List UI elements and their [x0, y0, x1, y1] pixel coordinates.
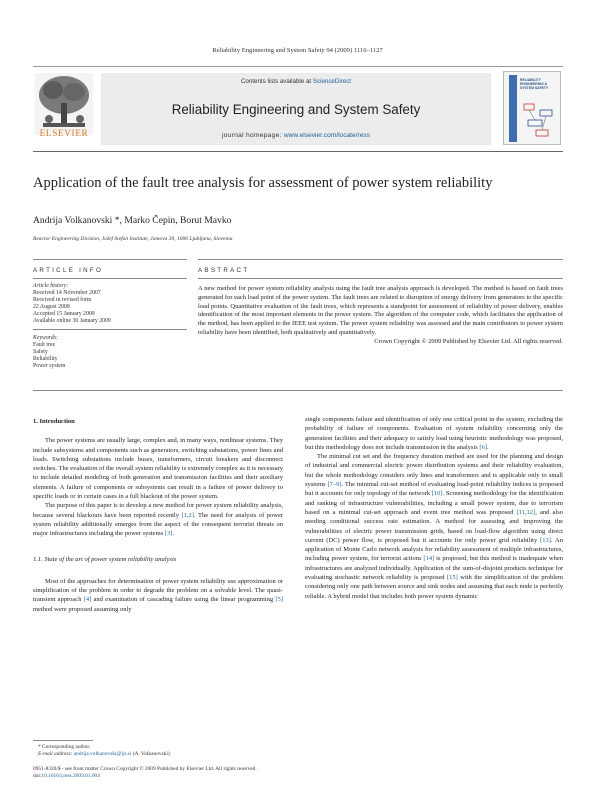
citation-link[interactable]: [4] — [83, 596, 92, 604]
journal-homepage-line: journal homepage: www.elsevier.com/locate/ress — [222, 132, 370, 139]
body-right-column — [305, 389, 563, 601]
journal-cover-thumbnail — [503, 71, 561, 145]
paragraph: The minimal cut set and the frequency duration method are used for the planning and design of industrial and commercial electric power distribution systems and their reliability evaluation, but the whole methodology considers only lines and transformers and is applicable only to small systems [7–9]. The minimal cut-set method of evaluating load-point reliability indices is proposed but it accounts for only topology of the network [10]. Screening methodology for the identification and ranking of infrastructure vulnerabilities, including a small power system, due to terrorism based on a minimal cut-set approach and event tree method was proposed [11,12], and also needing conditional success rate estimation. A method for assessing and improving the vulnerabilities of electric power transmission grids, based on load-flow algorithm using direct current (DC) power flow, is proposed but it accounts for only power grid reliability [13]. An application of Monte Carlo network analysis for reliability assessment of multiple infrastructures, including power system, for terrorist actions [14] is proposed, but this method is inadequate when infrastructures are analyzed individually. Application of the sum-of-disjoint products technique for evaluating stochastic network reliability is proposed [15] with the simplification of the problem considering only one path between source and sink nodes and assuming that each node is perfectly reliable. A hybrid model that includes both power system dynamic — [305, 453, 564, 600]
keyword: Reliability — [33, 355, 58, 362]
article-info — [33, 283, 187, 370]
article-info-heading: ARTICLE INFO — [33, 267, 104, 274]
citation-link[interactable]: [7–9] — [327, 481, 342, 489]
article-title: Application of the fault tree analysis for assessment of power system reliability — [33, 175, 493, 191]
divider — [198, 259, 563, 260]
keyword: Power system — [33, 362, 66, 369]
citation-link[interactable]: [10] — [431, 490, 443, 498]
abstract-heading: ABSTRACT — [198, 267, 250, 274]
history-item: Available online 30 January 2009 — [33, 318, 111, 325]
running-head: Reliability Engineering and System Safety 94 (2009) 1116–1127 — [212, 47, 383, 54]
citation-link[interactable]: [5] — [275, 596, 283, 604]
citation-link[interactable]: [13] — [540, 536, 551, 544]
citation-link[interactable]: [11,12] — [516, 508, 536, 516]
email-link[interactable]: andrija.volkanovski@ijs.si — [73, 751, 132, 758]
divider — [198, 278, 563, 279]
publisher-name: ELSEVIER — [39, 129, 89, 139]
section-heading: 1. Introduction — [33, 418, 75, 425]
copyright-line: Crown Copyright © 2009 Published by Elsevier Ltd. All rights reserved. — [374, 337, 563, 345]
cover-title: RELIABILITY ENGINEERING & SYSTEM SAFETY — [520, 78, 549, 90]
cover-diagram-icon — [522, 102, 558, 140]
sciencedirect-link[interactable]: ScienceDirect — [312, 78, 352, 85]
citation-link[interactable]: [1,2] — [181, 511, 194, 519]
citation-link[interactable]: [3] — [164, 530, 173, 538]
author-affiliation: Reactor Engineering Division, Jožef Stefan Institute, Jamova 39, 1000 Ljubljana, Slovenia — [33, 236, 233, 242]
divider — [33, 259, 187, 260]
email-line: E-mail address: andrija.volkanovski@ijs.si (A. Volkanovski). — [38, 751, 172, 758]
abstract — [198, 285, 563, 347]
cover-stripe — [509, 75, 517, 142]
paragraph: single components failure and identification of only one critical point in the system, excluding the probability of failure of components. Evaluation of system reliability concerning only the generation facilities and their adequacy to satisfy load using heuristic methodology was proposed, but this methodology does not include transmission in the analysis [6]. — [305, 416, 563, 451]
elsevier-tree-logo-icon — [35, 73, 93, 135]
footnote-divider — [33, 740, 93, 741]
keyword: Fault tree — [33, 341, 56, 348]
doi-link[interactable]: 10.1016/j.ress.2009.01.004 — [41, 773, 100, 780]
citation-link[interactable]: [15] — [446, 574, 458, 582]
divider — [33, 278, 187, 279]
contents-line: Contents lists available at ScienceDirect — [240, 78, 352, 85]
history-label: Article history: — [33, 283, 69, 289]
journal-masthead — [33, 66, 563, 152]
history-item: Accepted 15 January 2009 — [33, 311, 95, 318]
citation-link[interactable]: [6] — [479, 443, 487, 451]
footnotes — [38, 744, 298, 758]
doi-line: doi:10.1016/j.ress.2009.01.004 — [33, 773, 100, 780]
history-item: 22 August 2008 — [33, 304, 70, 311]
corresponding-author-note: * Corresponding author. — [38, 744, 91, 750]
paragraph: The power systems are usually large, complex and, in many ways, nonlinear systems. They include subsystems and components such as generators, switching substations, power lines and loads. Switching substations include buses, transformers, circuit breakers and disconnect switches. The evaluation of the overall system reliability is extremely complex as it is necessary to include detailed modeling of both generation and transmission facilities and their auxiliary elements. A failure of components or subsystems can result in a failure of power delivery to specific loads or in certain cases in a full blackout of the power system. — [33, 437, 283, 501]
publication-info — [33, 766, 563, 780]
keywords-label: Keywords: — [33, 334, 58, 341]
history-item: Received in revised form — [33, 297, 92, 304]
journal-homepage-link[interactable]: www.elsevier.com/locate/ress — [283, 132, 370, 139]
abstract-text: A new method for power system reliability analysis using the fault tree analysis approach is developed. The method is based on fault trees generated for each load point of the power system. The fault trees are related to disruption of energy delivery from generators to the specific load points. Quantitative evaluation of the fault trees, which represents a standpoint for assessment of reliability of power delivery, enables identification of the most important elements in the power system. The algorithm of the computer code, which facilitates the application of the method, has been applied to the IEEE test system. The power system reliability was assessed and the main contributors to power system reliability have been identified, both qualitatively and quantitatively. — [198, 285, 563, 336]
paragraph: Most of the approaches for determination of power system reliability use approximation or simplification of the problem in order to degrade the problem on a solvable level. The quasi-transient approach [4] and examination of cascading failure using the linear programming [5] method were proposed assuming only — [33, 577, 283, 613]
history-item: Received 14 November 2007 — [33, 290, 101, 297]
body-left-column — [33, 417, 283, 614]
citation-link[interactable]: [14] — [423, 555, 435, 563]
subsection-heading: 1.1. State of the art of power system reliability analysis — [33, 555, 177, 563]
divider — [33, 329, 187, 330]
journal-title: Reliability Engineering and System Safety — [171, 102, 421, 117]
masthead-band — [101, 73, 491, 145]
issn-line: 0951-8320/$ - see front matter Crown Copyright © 2009 Published by Elsevier Ltd. All rights reserved. — [33, 766, 257, 772]
keyword: Safety — [33, 348, 48, 355]
paragraph: The purpose of this paper is to develop a new method for power system reliability analysis, because several blackouts have been reported recently [1,2]. The need for analysis of power system reliability additionally emerges from the aspect of the consequent terrorist threats on major infrastructures including the power systems [3]. — [33, 502, 284, 538]
author-list: Andrija Volkanovski *, Marko Čepin, Borut Mavko — [33, 215, 232, 226]
